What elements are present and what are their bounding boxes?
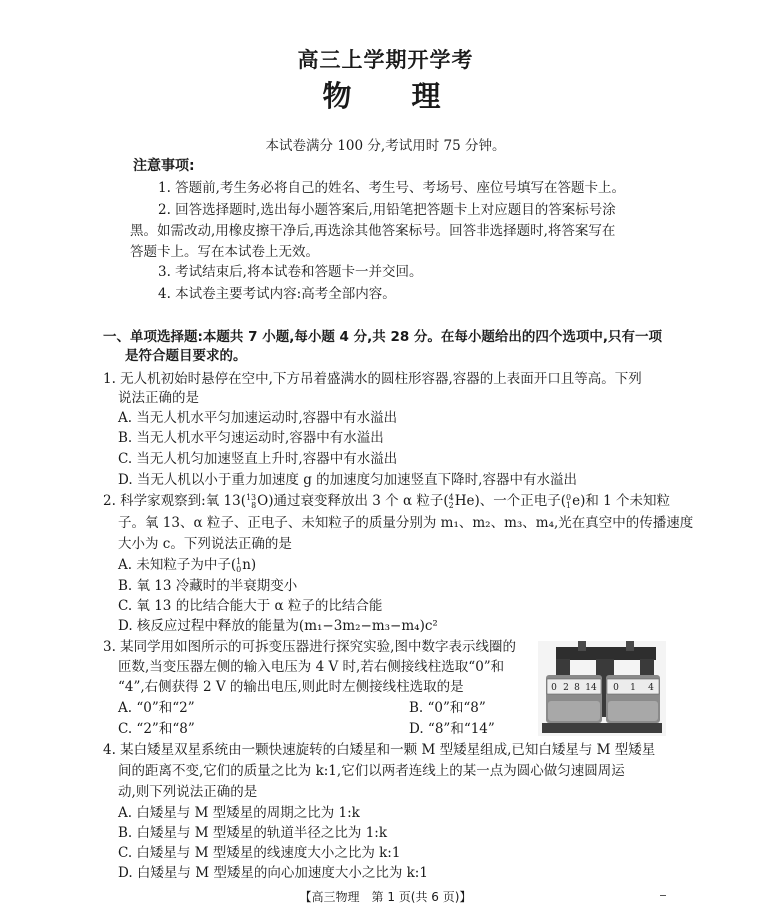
q4-stem-cont-1: 间的距离不变,它们的质量之比为 k:1,它们以两者连线上的某一点为圆心做匀速圆周运 xyxy=(118,763,625,779)
q4-option-b: B. 白矮星与 M 型矮星的轨道半径之比为 1:k xyxy=(118,825,388,841)
positron-numbers: 0 1 xyxy=(566,492,572,510)
transformer-base xyxy=(542,723,662,733)
page-footer: 【高三物理 第 1 页(共 6 页)】 xyxy=(299,890,472,904)
right-terminal-label: 4 xyxy=(648,683,654,693)
q3-stem-cont-1: 匝数,当变压器左侧的输入电压为 4 V 时,若右侧接线柱选取“0”和 xyxy=(118,659,505,675)
right-terminal-label: 0 xyxy=(613,683,619,693)
exam-title: 高三上学期开学考 xyxy=(297,48,474,72)
q4-stem-cont-2: 动,则下列说法正确的是 xyxy=(118,784,258,800)
q3-option-b: B. “0”和“8” xyxy=(409,700,486,716)
q2-option-d: D. 核反应过程中释放的能量为(m₁−3m₂−m₃−m₄)c² xyxy=(118,618,438,634)
q2-stem-cont-1: 子。氧 13、α 粒子、正电子、未知粒子的质量分别为 m₁、m₂、m₃、m₄,光在真空中的传播速度 xyxy=(118,515,694,531)
oxygen-nuclide-numbers: 13 8 xyxy=(245,492,257,510)
q3-stem-cont-2: “4”,右侧获得 2 V 的输出电压,则此时左侧接线柱选取的是 xyxy=(118,679,464,695)
q1-option-a: A. 当无人机水平匀加速运动时,容器中有水溢出 xyxy=(118,410,398,426)
q4-stem: 4. 某白矮星双星系统由一颗快速旋转的白矮星和一颗 M 型矮星组成,已知白矮星与 M 型矮星 xyxy=(103,742,656,758)
footer-mark xyxy=(660,895,666,896)
left-terminal-label: 8 xyxy=(574,683,580,693)
q1-option-b: B. 当无人机水平匀速运动时,容器中有水溢出 xyxy=(118,430,384,446)
notice-line-2: 2. 回答选择题时,选出每小题答案后,用铅笔把答题卡上对应题目的答案标号涂 xyxy=(158,202,616,218)
section-1-heading-cont: 是符合题目要求的。 xyxy=(125,348,247,364)
transformer-figure xyxy=(538,641,666,736)
right-terminal-label: 1 xyxy=(630,683,636,693)
q1-option-c: C. 当无人机匀加速竖直上升时,容器中有水溢出 xyxy=(118,451,398,467)
subject-title xyxy=(0,74,771,115)
notice-heading: 注意事项: xyxy=(133,158,195,174)
notice-line-4: 答题卡上。写在本试卷上无效。 xyxy=(130,244,319,260)
notice-line-1: 1. 答题前,考生务必将自己的姓名、考生号、考场号、座位号填写在答题卡上。 xyxy=(158,180,625,196)
q3-option-d: D. “8”和“14” xyxy=(409,721,495,737)
q4-option-d: D. 白矮星与 M 型矮星的向心加速度大小之比为 k:1 xyxy=(118,865,428,881)
q4-option-c: C. 白矮星与 M 型矮星的线速度大小之比为 k:1 xyxy=(118,845,401,861)
left-terminal-label: 0 xyxy=(551,683,557,693)
notice-line-6: 4. 本试卷主要考试内容:高考全部内容。 xyxy=(158,286,396,302)
q3-stem: 3. 某同学用如图所示的可拆变压器进行探究实验,图中数字表示线圈的 xyxy=(103,639,516,655)
q3-option-c: C. “2”和“8” xyxy=(118,721,195,737)
q1-stem-cont: 说法正确的是 xyxy=(118,390,199,406)
q4-option-a: A. 白矮星与 M 型矮星的周期之比为 1:k xyxy=(118,805,360,821)
helium-nuclide-numbers: 4 2 xyxy=(448,492,454,510)
subject-char-1: 物 xyxy=(322,79,360,113)
q2-stem-cont-2: 大小为 c。下列说法正确的是 xyxy=(118,536,292,552)
q3-option-a: A. “0”和“2” xyxy=(118,700,195,716)
q1-option-d: D. 当无人机以小于重力加速度 g 的加速度匀加速竖直下降时,容器中有水溢出 xyxy=(118,472,577,488)
exam-info: 本试卷满分 100 分,考试用时 75 分钟。 xyxy=(265,138,506,154)
neutron-numbers: 1 0 xyxy=(236,556,242,574)
transformer-yoke-top xyxy=(556,647,656,660)
q2-option-a: A. 未知粒子为中子( 1 0 n) xyxy=(118,556,257,574)
q1-stem: 1. 无人机初始时悬停在空中,下方吊着盛满水的圆柱形容器,容器的上表面开口且等高。下列 xyxy=(103,371,642,387)
left-terminal-label: 14 xyxy=(585,683,597,693)
q2-option-c: C. 氧 13 的比结合能大于 α 粒子的比结合能 xyxy=(118,598,383,614)
notice-line-3: 黑。如需改动,用橡皮擦干净后,再选涂其他答案标号。回答非选择题时,将答案写在 xyxy=(130,223,616,239)
section-1-heading: 一、单项选择题:本题共 7 小题,每小题 4 分,共 28 分。在每小题给出的四个选项中,只有一项 xyxy=(103,329,663,345)
q2-option-b: B. 氧 13 冷藏时的半衰期变小 xyxy=(118,578,298,594)
left-terminal-label: 2 xyxy=(563,683,569,693)
q2-stem: 2. 科学家观察到:氧 13( 13 8 O)通过衰变释放出 3 个 α 粒子( 4 2 He)、一个正电子( 0 1 e)和 1 个未知粒 xyxy=(103,492,671,510)
notice-line-5: 3. 考试结束后,将本试卷和答题卡一并交回。 xyxy=(158,264,423,280)
subject-char-2: 理 xyxy=(411,79,449,113)
